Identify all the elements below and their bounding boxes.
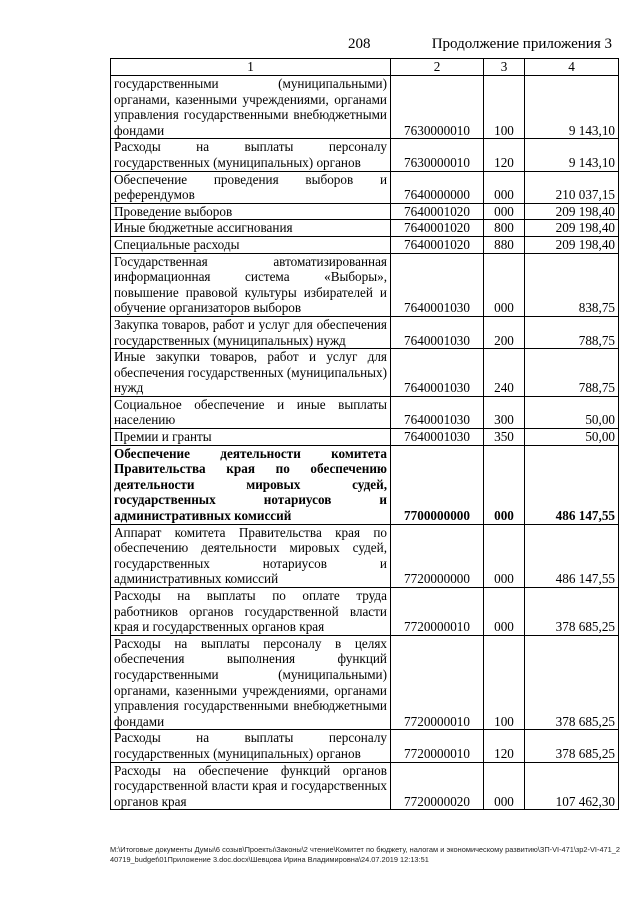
row-amount-cell: 486 147,55 <box>525 524 619 587</box>
row-name-cell: Расходы на выплаты персоналу государственных (муниципальных) органов <box>111 730 391 762</box>
column-header: 3 <box>484 59 525 76</box>
row-code-cell: 7720000010 <box>391 730 484 762</box>
row-amount-cell: 209 198,40 <box>525 203 619 220</box>
row-name-cell: Иные бюджетные ассигнования <box>111 220 391 237</box>
row-type-cell: 350 <box>484 429 525 446</box>
column-header: 2 <box>391 59 484 76</box>
row-type-cell: 120 <box>484 139 525 171</box>
row-name-cell: Премии и гранты <box>111 429 391 446</box>
row-code-cell: 7630000010 <box>391 139 484 171</box>
row-name-cell: Специальные расходы <box>111 236 391 253</box>
row-code-cell: 7700000000 <box>391 445 484 524</box>
row-amount-cell: 486 147,55 <box>525 445 619 524</box>
table-body <box>111 76 619 810</box>
row-name-cell: Расходы на обеспечение функций органов государственной власти края и государственных органов края <box>111 762 391 810</box>
row-code-cell: 7640001030 <box>391 349 484 397</box>
row-name-cell: Расходы на выплаты по оплате труда работников органов государственной власти края и государственных органов края <box>111 588 391 636</box>
row-type-cell: 800 <box>484 220 525 237</box>
row-amount-cell: 209 198,40 <box>525 220 619 237</box>
table-row <box>111 76 619 139</box>
budget-table <box>110 58 619 810</box>
row-code-cell: 7640001030 <box>391 396 484 428</box>
row-code-cell: 7720000020 <box>391 762 484 810</box>
page-number: 208 <box>348 36 371 52</box>
row-amount-cell: 9 143,10 <box>525 139 619 171</box>
row-code-cell: 7630000010 <box>391 76 484 139</box>
row-amount-cell: 838,75 <box>525 253 619 316</box>
column-header: 4 <box>525 59 619 76</box>
table-row <box>111 635 619 730</box>
row-type-cell: 100 <box>484 76 525 139</box>
row-code-cell: 7640001020 <box>391 220 484 237</box>
table-row <box>111 429 619 446</box>
row-amount-cell: 378 685,25 <box>525 635 619 730</box>
row-type-cell: 000 <box>484 253 525 316</box>
row-type-cell: 000 <box>484 588 525 636</box>
row-amount-cell: 50,00 <box>525 396 619 428</box>
row-amount-cell: 209 198,40 <box>525 236 619 253</box>
table-row <box>111 139 619 171</box>
row-code-cell: 7640000000 <box>391 171 484 203</box>
table-header-row <box>111 59 619 76</box>
table-row <box>111 396 619 428</box>
row-type-cell: 000 <box>484 762 525 810</box>
table-row <box>111 524 619 587</box>
table-row <box>111 445 619 524</box>
table-row <box>111 236 619 253</box>
row-code-cell: 7640001030 <box>391 253 484 316</box>
row-type-cell: 000 <box>484 203 525 220</box>
row-type-cell: 000 <box>484 171 525 203</box>
row-name-cell: Расходы на выплаты персоналу государственных (муниципальных) органов <box>111 139 391 171</box>
row-amount-cell: 788,75 <box>525 349 619 397</box>
table-row <box>111 220 619 237</box>
row-name-cell: государственными (муниципальными) органами, казенными учреждениями, органами управления государственными внебюджетными фондами <box>111 76 391 139</box>
row-code-cell: 7720000010 <box>391 635 484 730</box>
row-code-cell: 7640001030 <box>391 316 484 348</box>
table-row <box>111 171 619 203</box>
row-code-cell: 7720000000 <box>391 524 484 587</box>
row-name-cell: Обеспечение проведения выборов и референдумов <box>111 171 391 203</box>
table-row <box>111 588 619 636</box>
row-amount-cell: 9 143,10 <box>525 76 619 139</box>
row-amount-cell: 50,00 <box>525 429 619 446</box>
table-row <box>111 316 619 348</box>
table-row <box>111 762 619 810</box>
continuation-title: Продолжение приложения 3 <box>431 36 612 52</box>
row-amount-cell: 107 462,30 <box>525 762 619 810</box>
row-type-cell: 240 <box>484 349 525 397</box>
row-type-cell: 300 <box>484 396 525 428</box>
row-type-cell: 120 <box>484 730 525 762</box>
row-name-cell: Закупка товаров, работ и услуг для обеспечения государственных (муниципальных) нужд <box>111 316 391 348</box>
row-code-cell: 7640001030 <box>391 429 484 446</box>
table-row <box>111 203 619 220</box>
row-type-cell: 880 <box>484 236 525 253</box>
row-amount-cell: 378 685,25 <box>525 588 619 636</box>
table-row <box>111 253 619 316</box>
row-type-cell: 100 <box>484 635 525 730</box>
row-name-cell: Обеспечение деятельности комитета Правительства края по обеспечению деятельности мировых судей, государственных нотариусов и административных комиссий <box>111 445 391 524</box>
row-name-cell: Расходы на выплаты персоналу в целях обеспечения выполнения функций государственными (муниципальными) органами, казенными учреждениями, органами управления государственными внебюджетными фондами <box>111 635 391 730</box>
table-row <box>111 730 619 762</box>
row-amount-cell: 788,75 <box>525 316 619 348</box>
column-header: 1 <box>111 59 391 76</box>
row-name-cell: Социальное обеспечение и иные выплаты населению <box>111 396 391 428</box>
row-amount-cell: 210 037,15 <box>525 171 619 203</box>
row-type-cell: 200 <box>484 316 525 348</box>
row-code-cell: 7640001020 <box>391 203 484 220</box>
row-name-cell: Государственная автоматизированная информационная система «Выборы», повышение правовой культуры избирателей и обучение организаторов выборов <box>111 253 391 316</box>
row-type-cell: 000 <box>484 524 525 587</box>
row-name-cell: Проведение выборов <box>111 203 391 220</box>
row-name-cell: Аппарат комитета Правительства края по обеспечению деятельности мировых судей, государственных нотариусов и административных комиссий <box>111 524 391 587</box>
row-code-cell: 7640001020 <box>391 236 484 253</box>
row-type-cell: 000 <box>484 445 525 524</box>
document-path-footer: M:\Итоговые документы Думы\6 созыв\Проекты\Законы\2 чтение\Комитет по бюджету, налогам и экономическому развитию\ЗП-VI-471\зр2-VI-471_240719_budget\01Приложение 3.doc.docx\Шевцова Ирина Владимировна\24.07.2019 12:13:51 <box>110 845 620 864</box>
row-code-cell: 7720000010 <box>391 588 484 636</box>
row-amount-cell: 378 685,25 <box>525 730 619 762</box>
table-row <box>111 349 619 397</box>
row-name-cell: Иные закупки товаров, работ и услуг для обеспечения государственных (муниципальных) нужд <box>111 349 391 397</box>
